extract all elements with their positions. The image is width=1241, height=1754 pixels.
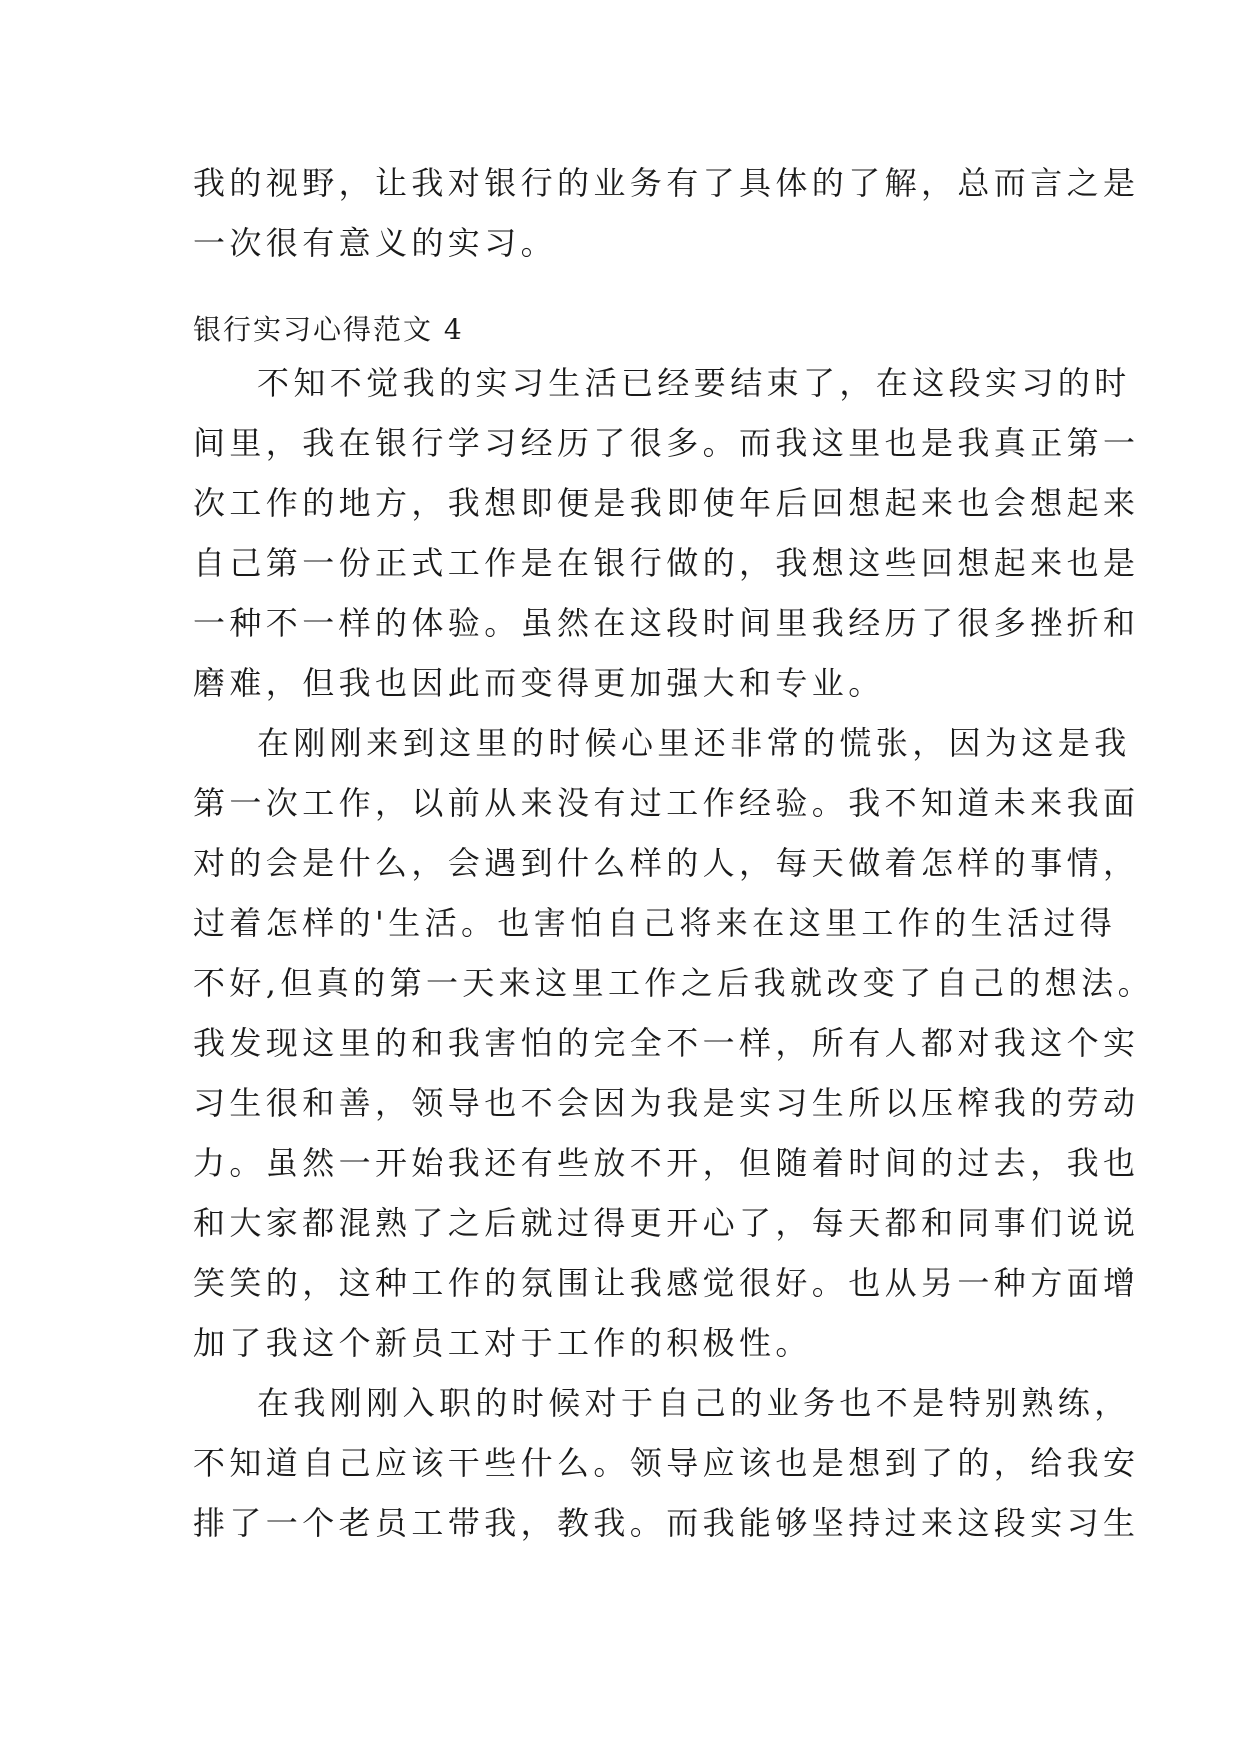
paragraph-3 (193, 1373, 1140, 1553)
paragraph-line: 笑笑的，这种工作的氛围让我感觉很好。也从另一种方面增 (193, 1264, 1140, 1302)
paragraph-line: 和大家都混熟了之后就过得更开心了，每天都和同事们说说 (193, 1204, 1140, 1242)
paragraph-line: 次工作的地方，我想即便是我即使年后回想起来也会想起来 (193, 484, 1140, 522)
paragraph-line: 排了一个老员工带我，教我。而我能够坚持过来这段实习生 (193, 1504, 1140, 1542)
paragraph-line: 一种不一样的体验。虽然在这段时间里我经历了很多挫折和 (193, 604, 1140, 642)
section-heading: 银行实习心得范文 4 (193, 313, 464, 346)
paragraph-line: 对的会是什么，会遇到什么样的人，每天做着怎样的事情， (193, 844, 1140, 882)
paragraph-line: 过着怎样的'生活。也害怕自己将来在这里工作的生活过得 (193, 904, 1117, 942)
intro-paragraph (193, 153, 1140, 273)
paragraph-line: 在刚刚来到这里的时候心里还非常的慌张，因为这是我 (257, 724, 1131, 762)
section-heading-block (193, 300, 1073, 360)
paragraph-line: 第一次工作，以前从来没有过工作经验。我不知道未来我面 (193, 784, 1140, 822)
paragraph-line: 在我刚刚入职的时候对于自己的业务也不是特别熟练， (257, 1384, 1131, 1422)
intro-line: 一次很有意义的实习。 (193, 224, 558, 262)
paragraph-line: 磨难，但我也因此而变得更加强大和专业。 (193, 664, 885, 702)
paragraph-line: 不好,但真的第一天来这里工作之后我就改变了自己的想法。 (193, 964, 1154, 1002)
paragraph-line: 自己第一份正式工作是在银行做的，我想这些回想起来也是 (193, 544, 1140, 582)
paragraph-line: 不知不觉我的实习生活已经要结束了，在这段实习的时 (257, 364, 1131, 402)
intro-line: 我的视野，让我对银行的业务有了具体的了解，总而言之是 (193, 164, 1140, 202)
paragraph-line: 间里，我在银行学习经历了很多。而我这里也是我真正第一 (193, 424, 1140, 462)
paragraph-line: 我发现这里的和我害怕的完全不一样，所有人都对我这个实 (193, 1024, 1140, 1062)
paragraph-2 (193, 713, 1154, 1373)
paragraph-line: 习生很和善，领导也不会因为我是实习生所以压榨我的劳动 (193, 1084, 1140, 1122)
paragraph-line: 加了我这个新员工对于工作的积极性。 (193, 1324, 812, 1362)
paragraph-line: 力。虽然一开始我还有些放不开，但随着时间的过去，我也 (193, 1144, 1140, 1182)
paragraph-1 (193, 353, 1140, 713)
paragraph-line: 不知道自己应该干些什么。领导应该也是想到了的，给我安 (193, 1444, 1140, 1482)
